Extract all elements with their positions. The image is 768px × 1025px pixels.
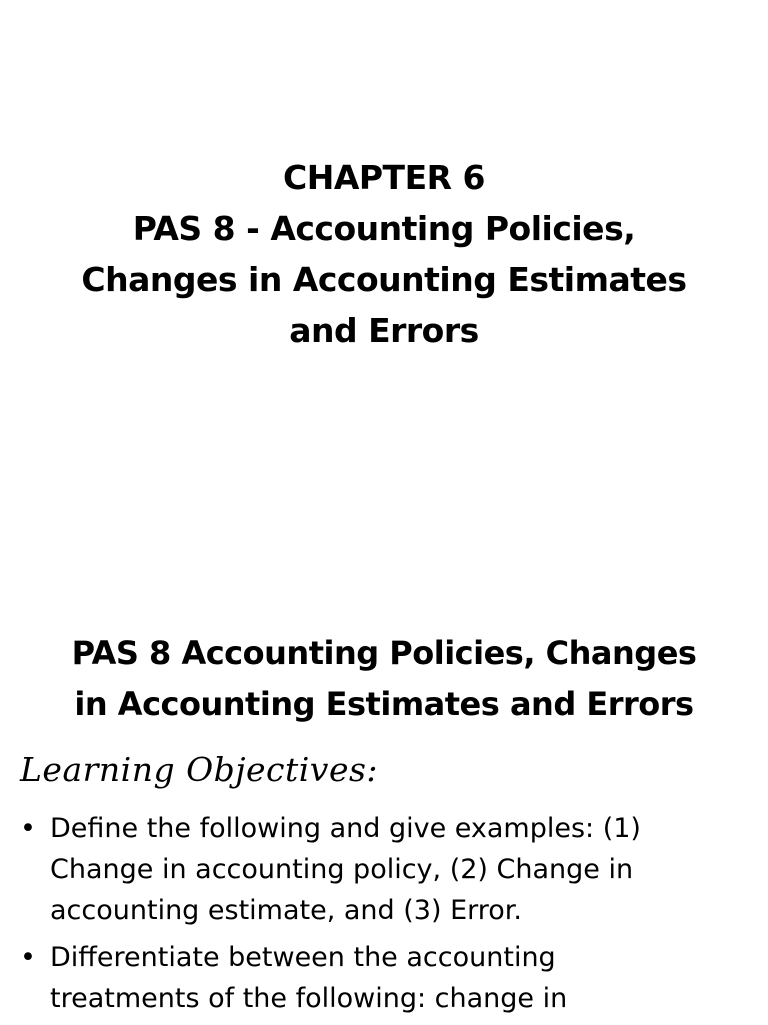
chapter-title-line: and Errors xyxy=(289,311,479,350)
slide-title-line: PAS 8 Accounting Policies, Changes xyxy=(71,634,697,672)
chapter-title-line: CHAPTER 6 xyxy=(283,158,485,197)
objectives-list xyxy=(20,808,760,1025)
learning-objectives-heading: Learning Objectives: xyxy=(20,750,379,789)
objective-item xyxy=(20,808,760,931)
objective-text-line: Change in accounting policy, (2) Change in xyxy=(50,854,634,885)
slide-title-line: in Accounting Estimates and Errors xyxy=(74,685,694,723)
slide-learning-objectives xyxy=(0,580,768,1024)
objective-text-line: Define the following and give examples: (1) xyxy=(50,813,641,844)
chapter-title-line: Changes in Accounting Estimates xyxy=(81,260,687,299)
bullet-icon: • xyxy=(20,813,36,844)
chapter-title-line: PAS 8 - Accounting Policies, xyxy=(132,209,636,248)
slide-title xyxy=(0,628,768,730)
chapter-title xyxy=(0,152,768,356)
bullet-icon: • xyxy=(20,942,36,973)
objective-text-line: treatments of the following: change in xyxy=(50,983,568,1014)
objective-item xyxy=(20,937,760,1019)
objective-text-line: accounting estimate, and (3) Error. xyxy=(50,895,522,926)
objective-text-line: Differentiate between the accounting xyxy=(50,942,556,973)
